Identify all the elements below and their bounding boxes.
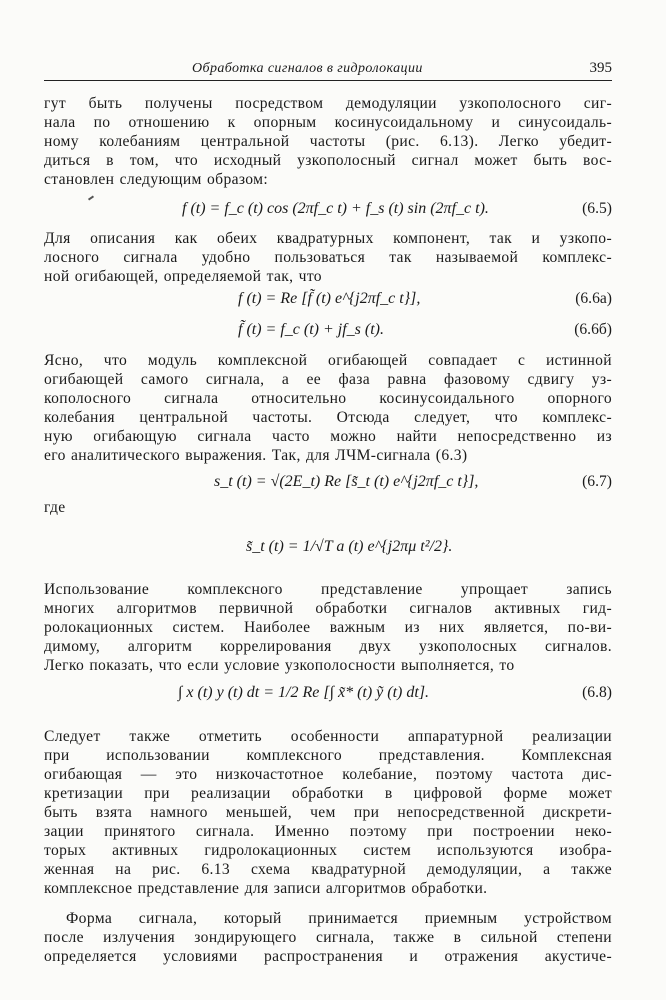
text-line: его аналитического выражения. Так, для ЛЧМ-сигнала (6.3)	[44, 447, 468, 464]
equation-body: f (t) = f_c (t) cos (2πf_c t) + f_s (t) sin (2πf_c t).	[182, 200, 489, 217]
equation-body: s̃_t (t) = 1/√T a (t) e^{j2πμ t²/2}.	[246, 538, 453, 555]
text-line: димому, алгоритм коррелирования двух узкополосных сигналов.	[44, 638, 612, 655]
text-line: определяется условиями распространения и отражения акустиче-	[44, 948, 612, 965]
equation-6-5	[44, 200, 612, 226]
equation-body: ∫ x (t) y (t) dt = 1/2 Re [∫ x̃* (t) ỹ (t) dt].	[178, 684, 430, 701]
text-line: ной огибающей, определяемой так, что	[44, 268, 322, 285]
equation-body: f (t) = Re [f̃ (t) e^{j2πf_c t}],	[238, 290, 421, 307]
text-line: ному колебаниям центральной частоты (рис. 6.13). Легко убедит-	[44, 133, 612, 150]
header-title: Обработка сигналов в гидролокации	[192, 61, 423, 76]
text-line: диться в том, что исходный узкополосный сигнал может быть вос-	[44, 152, 612, 169]
equation-6-8	[44, 684, 612, 710]
paragraph-5	[44, 727, 612, 898]
text-line: ролокационных систем. Наиболее важным из них является, по-ви-	[44, 619, 612, 636]
equation-6-7	[44, 473, 612, 499]
paragraph-6	[44, 909, 612, 966]
page-number: 395	[589, 60, 612, 76]
text-line: нала по отношению к опорным косинусоидальному и синусоидаль-	[44, 114, 612, 131]
text-line: комплексное представление для записи алгоритмов обработки.	[44, 880, 488, 897]
text-line: кополосного сигнала относительно косинусоидального опорного	[44, 390, 612, 407]
equation-number: (6.6б)	[574, 321, 612, 338]
running-header	[44, 60, 612, 81]
text-line: быть взята намного меньшей, чем при непосредственной дискрети-	[44, 804, 612, 821]
text-line: многих алгоритмов первичной обработки сигналов активных гид-	[44, 600, 612, 617]
text-line: Следует также отметить особенности аппаратурной реализации	[44, 728, 612, 745]
paragraph-4	[44, 580, 612, 675]
paragraph-3	[44, 351, 612, 465]
text-line: гут быть получены посредством демодуляции узкополосного сиг-	[44, 95, 612, 112]
text-line: где	[44, 499, 66, 516]
paragraph-1	[44, 94, 612, 189]
equation-6-6b	[44, 321, 612, 347]
paragraph-where	[44, 498, 612, 517]
text-line: Для описания как обеих квадратурных компонент, так и узкопо-	[44, 230, 612, 247]
equation-number: (6.7)	[582, 473, 612, 490]
text-line: торых активных гидролокационных систем используются изобра-	[44, 842, 612, 859]
text-line: лосного сигнала удобно пользоваться так называемой комплекс-	[44, 249, 612, 266]
text-line: ную огибающую сигнала часто можно найти непосредственно из	[44, 428, 612, 445]
text-line: огибающая — это низкочастотное колебание, поэтому частота дис-	[44, 766, 612, 783]
paragraph-2	[44, 229, 612, 286]
text-line: колебания центральной частоты. Отсюда следует, что комплекс-	[44, 409, 612, 426]
equation-body: f̃ (t) = f_c (t) + jf_s (t).	[238, 321, 385, 338]
equation-body: s_t (t) = √(2E_t) Re [s̃_t (t) e^{j2πf_c t}],	[214, 473, 479, 490]
equation-6-6a	[44, 290, 612, 316]
text-line: при использовании комплексного представления. Комплексная	[44, 747, 612, 764]
text-line: зации принятого сигнала. Именно поэтому при построении неко-	[44, 823, 612, 840]
text-line: Легко показать, что если условие узкополосности выполняется, то	[44, 657, 515, 674]
text-line: Форма сигнала, который принимается приемным устройством	[66, 910, 612, 927]
equation-number: (6.5)	[582, 200, 612, 217]
text-line: женная на рис. 6.13 схема квадратурной демодуляции, а также	[44, 861, 612, 878]
text-line: Ясно, что модуль комплексной огибающей совпадает с истинной	[44, 352, 612, 369]
equation-number: (6.6а)	[575, 290, 612, 307]
equation-number: (6.8)	[582, 684, 612, 701]
text-line: огибающей самого сигнала, а ее фаза равна фазовому сдвигу уз-	[44, 371, 612, 388]
equation-st	[44, 538, 612, 564]
text-line: Использование комплексного представление упрощает запись	[44, 581, 612, 598]
text-line: после излучения зондирующего сигнала, также в сильной степени	[44, 929, 612, 946]
text-line: становлен следующим образом:	[44, 171, 269, 188]
text-line: кретизации при реализации обработки в цифровой форме может	[44, 785, 612, 802]
